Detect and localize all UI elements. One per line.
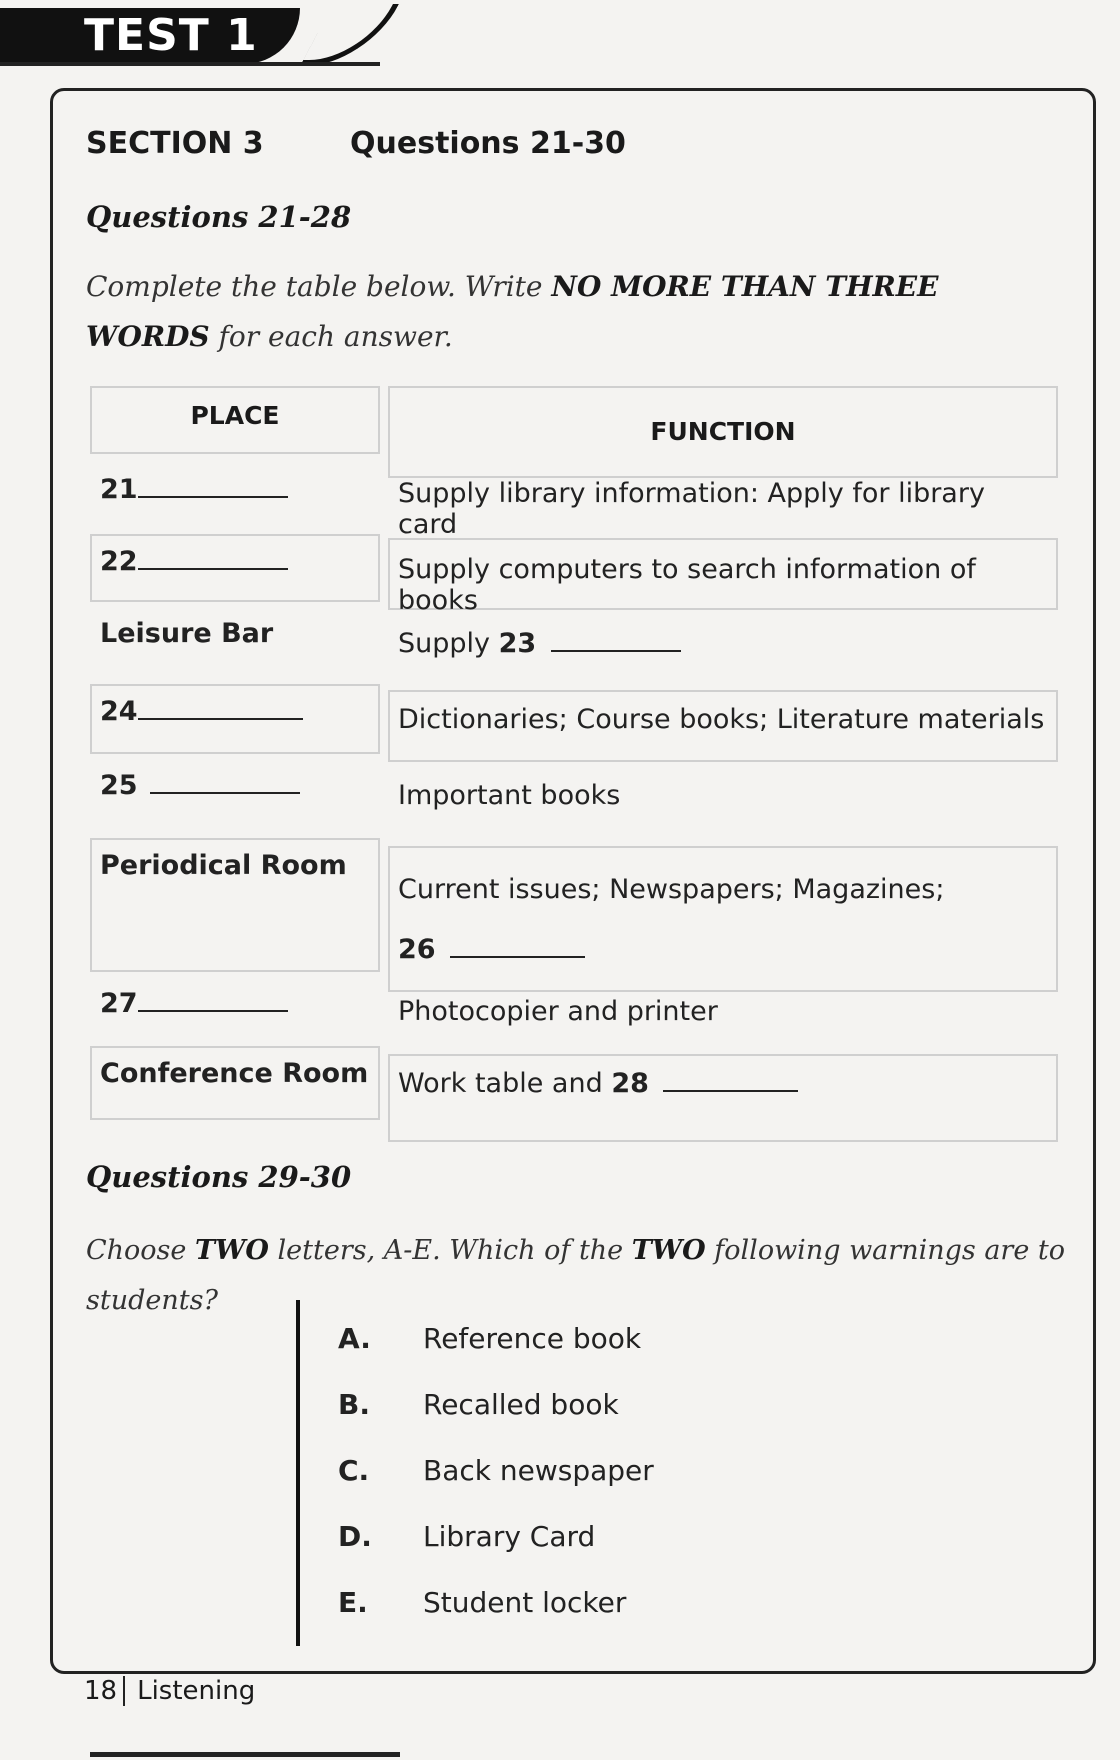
place-name: Conference Room [100, 1058, 369, 1089]
option-text: Library Card [423, 1520, 596, 1553]
page-footer [84, 1676, 255, 1706]
instruction-emphasis: TWO [631, 1235, 706, 1266]
footer-section-name: Listening [137, 1676, 256, 1706]
option-c[interactable] [338, 1454, 654, 1487]
question-number: 26 [398, 934, 436, 965]
table-function-cell [388, 690, 1058, 762]
question-number: 24 [100, 696, 138, 727]
place-name: Leisure Bar [100, 618, 274, 649]
part2-heading: Questions 29-30 [86, 1160, 352, 1194]
option-text: Student locker [423, 1586, 627, 1619]
question-number: 28 [611, 1068, 649, 1099]
table-function-cell [388, 614, 1058, 678]
option-a[interactable] [338, 1322, 641, 1355]
table-row [90, 1046, 380, 1120]
function-text: Supply library information: Apply for library card [398, 478, 985, 540]
function-text: Photocopier and printer [398, 996, 718, 1027]
table-row [90, 606, 380, 670]
part1-heading: Questions 21-28 [86, 200, 352, 234]
option-text: Reference book [423, 1322, 642, 1355]
option-letter: C. [338, 1454, 370, 1487]
table-function-cell [388, 846, 1058, 992]
answer-blank-24[interactable] [138, 717, 303, 720]
table-header-place [90, 386, 380, 454]
test-header-tab [0, 0, 360, 70]
table-function-cell [388, 986, 1058, 1052]
function-text: Dictionaries; Course books; Literature materials [398, 704, 1045, 735]
page-number: 18 [84, 1676, 125, 1706]
answer-blank-28[interactable] [663, 1089, 798, 1092]
option-letter: A. [338, 1322, 371, 1355]
question-number: 21 [100, 474, 138, 505]
function-text: Supply computers to search information of books [398, 554, 976, 616]
header-swoosh [300, 4, 399, 66]
part2-instruction [86, 1226, 1086, 1326]
option-text: Recalled book [423, 1388, 619, 1421]
instruction-text: Complete the table below. Write [86, 270, 543, 303]
table-row [90, 758, 380, 828]
option-letter: D. [338, 1520, 372, 1553]
option-e[interactable] [338, 1586, 626, 1619]
options-rule [296, 1300, 300, 1646]
answer-blank-25[interactable] [150, 791, 300, 794]
function-text: Important books [398, 780, 621, 811]
instruction-emphasis: NO MORE THAN THREE WORDS [86, 270, 939, 353]
table-function-cell [388, 538, 1058, 616]
section-questions: Questions 21-30 [350, 126, 626, 161]
function-text: Supply [398, 628, 491, 659]
answer-blank-22[interactable] [138, 567, 288, 570]
test-label: TEST 1 [84, 10, 258, 61]
option-text: Back newspaper [423, 1454, 654, 1487]
instruction-emphasis: TWO [195, 1235, 269, 1266]
answer-blank-21[interactable] [138, 495, 288, 498]
question-number: 22 [100, 546, 138, 577]
function-text: Current issues; Newspapers; Magazines; [398, 874, 945, 905]
table-row [90, 462, 380, 526]
header-rule [0, 62, 380, 66]
question-number: 27 [100, 988, 138, 1019]
answer-blank-26[interactable] [450, 955, 585, 958]
table-function-cell [388, 462, 1058, 540]
section-title: SECTION 3 [86, 126, 264, 161]
instruction-text: Choose [86, 1235, 187, 1266]
question-number: 23 [498, 628, 537, 659]
instruction-text: following warnings are to students? [86, 1235, 1065, 1316]
header-label: PLACE [190, 401, 280, 430]
table-row [90, 976, 380, 1046]
footer-rule [90, 1752, 400, 1757]
header-label: FUNCTION [650, 417, 796, 446]
table-function-cell [388, 766, 1058, 832]
table-row [90, 534, 380, 602]
option-d[interactable] [338, 1520, 595, 1553]
answer-blank-23[interactable] [551, 649, 681, 652]
option-letter: B. [338, 1388, 370, 1421]
answer-blank-27[interactable] [138, 1009, 288, 1012]
function-text: Work table and [398, 1068, 603, 1099]
table-row [90, 684, 380, 754]
table-row [90, 838, 380, 972]
question-number: 25 [100, 770, 138, 801]
instruction-text: letters, A-E. Which of the [277, 1235, 624, 1266]
option-letter: E. [338, 1586, 368, 1619]
table-function-cell [388, 1054, 1058, 1142]
part1-instruction [86, 262, 1066, 362]
place-name: Periodical Room [100, 850, 347, 881]
instruction-text: for each answer. [218, 320, 453, 353]
option-b[interactable] [338, 1388, 619, 1421]
